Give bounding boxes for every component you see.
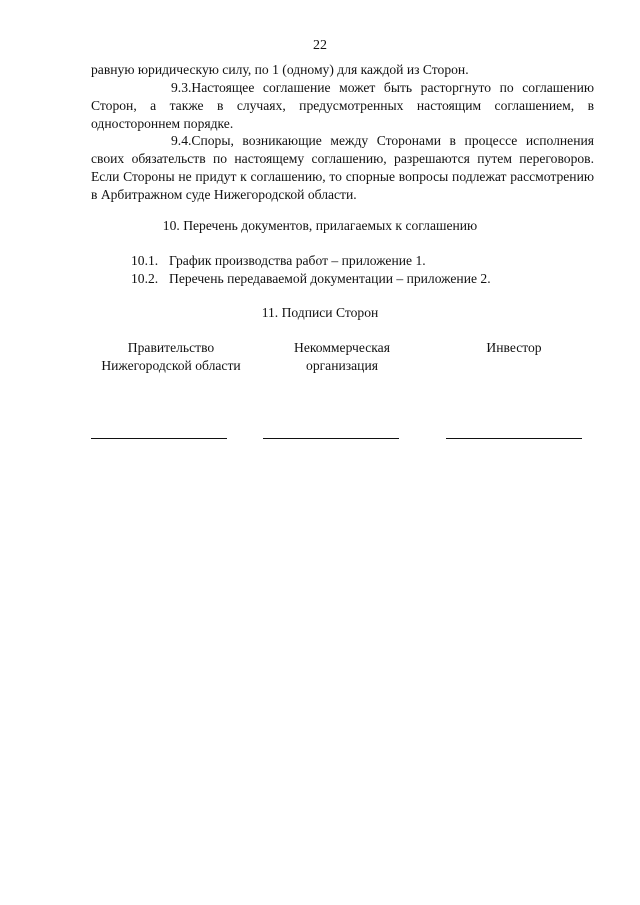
item-text: Перечень передаваемой документации – приложение 2.	[169, 271, 491, 286]
item-number: 10.1.	[131, 253, 159, 268]
item-text: График производства работ – приложение 1.	[169, 253, 426, 268]
party-name-line1: Некоммерческая	[294, 340, 390, 355]
signature-line-nonprofit	[263, 438, 399, 439]
page-number: 22	[313, 38, 327, 53]
signature-line-investor	[446, 438, 582, 439]
clause-text: Настоящее соглашение может быть расторгнуто по соглашению Сторон, а также в случаях, предусмотренных настоящим соглашением, в одностороннем порядке.	[91, 80, 594, 131]
continued-line: равную юридическую силу, по 1 (одному) для каждой из Сторон.	[91, 62, 469, 77]
party-investor	[424, 339, 604, 357]
item-number: 10.2.	[131, 271, 159, 286]
section-10-heading: 10. Перечень документов, прилагаемых к соглашению	[162, 218, 478, 233]
clause-9-3	[91, 79, 594, 133]
party-government	[81, 339, 261, 375]
party-nonprofit	[252, 339, 432, 375]
party-name-line2: организация	[306, 358, 378, 373]
party-name-line2: Нижегородской области	[101, 358, 241, 373]
clause-number: 9.3.	[171, 80, 192, 95]
signature-line-government	[91, 438, 227, 439]
list-item-10-2	[131, 270, 491, 288]
section-11-heading: 11. Подписи Сторон	[261, 305, 379, 320]
list-item-10-1	[131, 252, 426, 270]
party-name-line1: Правительство	[127, 340, 215, 355]
clause-number: 9.4.	[171, 133, 192, 148]
clause-9-4	[91, 132, 594, 204]
party-name-line1: Инвестор	[486, 340, 542, 355]
clause-text: Споры, возникающие между Сторонами в процессе исполнения своих обязательств по настоящему соглашению, разрешаются путем переговоров. Если Стороны не придут к соглашению, то спорные вопросы подлежат рассмотрению в Арбитражном суде Нижегородской области.	[91, 133, 594, 202]
